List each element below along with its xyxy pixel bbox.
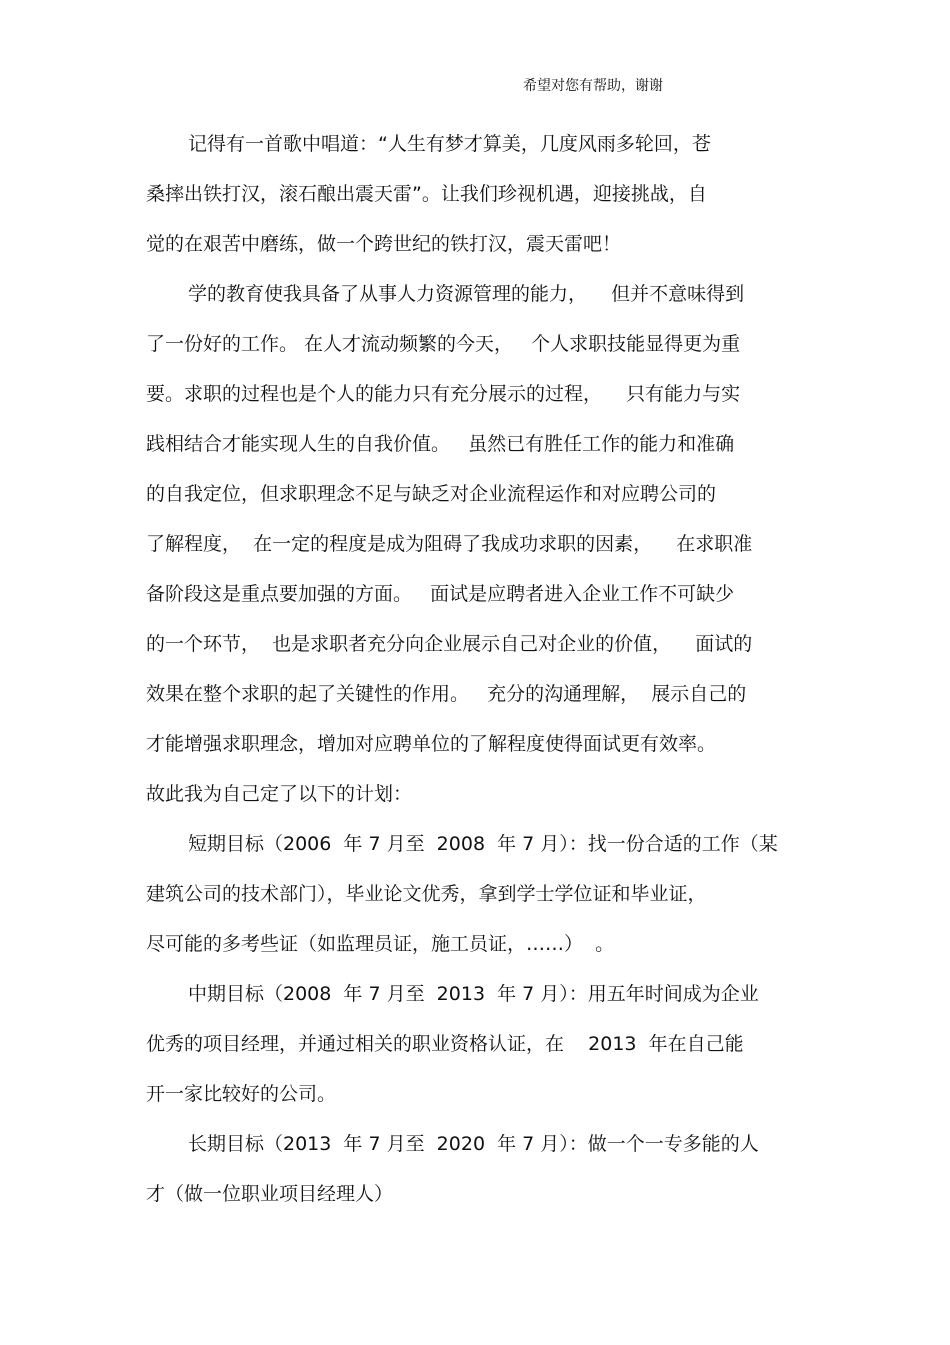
paragraph-line: 了解程度， 在一定的程度是成为阻碍了我成功求职的因素， 在求职准 [146,533,753,555]
paragraph-line: 觉的在艰苦中磨练，做一个跨世纪的铁打汉，震天雷吧！ [146,233,622,255]
paragraph-line: 开一家比较好的公司。 [146,1083,337,1105]
paragraph-line: 记得有一首歌中唱道：“人生有梦才算美，几度风雨多轮回，苍 [188,133,711,155]
paragraph-line: 效果在整个求职的起了关键性的作用。 充分的沟通理解， 展示自己的 [146,683,747,705]
paragraph-line: 才（做一位职业项目经理人） [146,1183,394,1205]
paragraph-line: 才能增强求职理念，增加对应聘单位的了解程度使得面试更有效率。 [146,733,717,755]
header-note: 希望对您有帮助，谢谢 [523,78,663,94]
goal-mid-term: 中期目标（2008 年 7 月至 2013 年 7 月）：用五年时间成为企业 [188,983,759,1005]
paragraph-line: 要。求职的过程也是个人的能力只有充分展示的过程， 只有能力与实 [146,383,741,405]
paragraph-line: 的一个环节， 也是求职者充分向企业展示自己对企业的价值， 面试的 [146,633,753,655]
paragraph-line: 优秀的项目经理，并通过相关的职业资格认证，在 2013 年在自己能 [146,1033,744,1055]
paragraph-line: 故此我为自己定了以下的计划： [146,783,413,805]
paragraph-line: 了一份好的工作。 在人才流动频繁的今天， 个人求职技能显得更为重 [146,333,741,355]
paragraph-line: 学的教育使我具备了从事人力资源管理的能力， 但并不意味得到 [188,283,745,305]
goal-long-term: 长期目标（2013 年 7 月至 2020 年 7 月）：做一个一专多能的人 [188,1133,759,1155]
paragraph-line: 的自我定位，但求职理念不足与缺乏对企业流程运作和对应聘公司的 [146,483,717,505]
paragraph-line: 践相结合才能实现人生的自我价值。 虽然已有胜任工作的能力和准确 [146,433,735,455]
goal-short-term: 短期目标（2006 年 7 月至 2008 年 7 月）：找一份合适的工作（某 [188,833,778,855]
paragraph-line: 建筑公司的技术部门），毕业论文优秀，拿到学士学位证和毕业证， [146,883,707,905]
paragraph-line: 桑摔出铁打汉，滚石酿出震天雷”。让我们珍视机遇，迎接挑战，自 [146,183,707,205]
paragraph-line: 备阶段这是重点要加强的方面。 面试是应聘者进入企业工作不可缺少 [146,583,735,605]
paragraph-line: 尽可能的多考些证（如监理员证，施工员证，……） 。 [146,933,615,955]
